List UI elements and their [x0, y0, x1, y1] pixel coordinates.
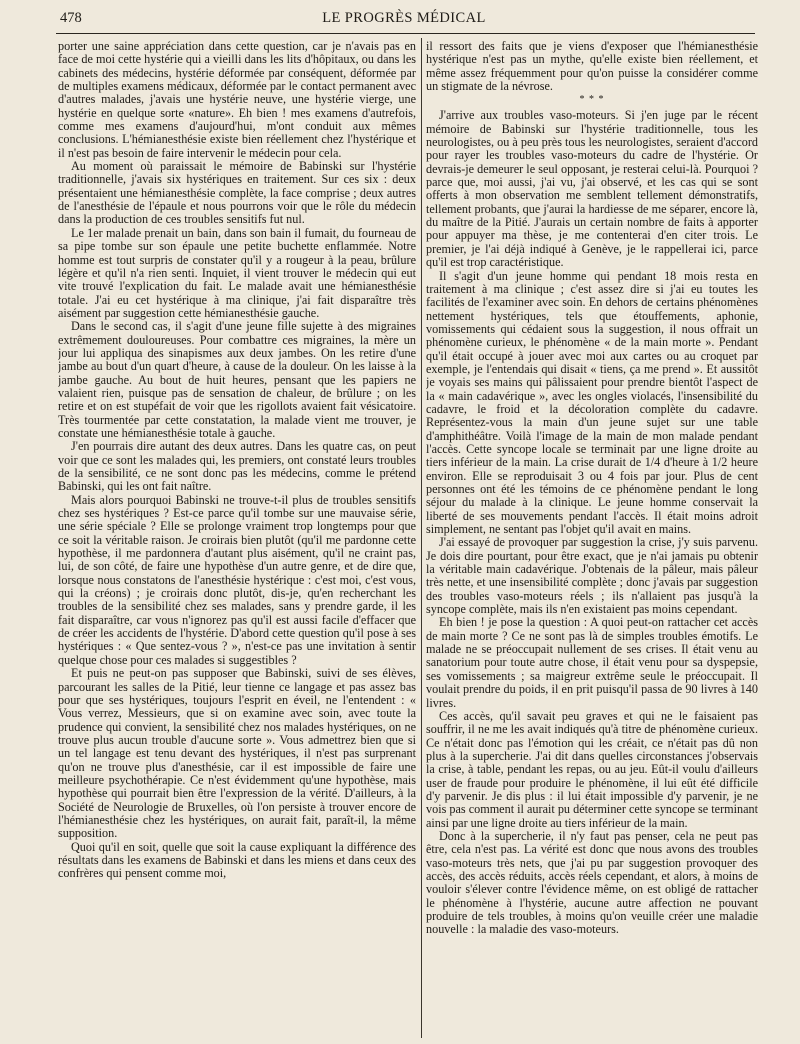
left-column — [58, 40, 416, 1038]
paragraph: il ressort des faits que je viens d'exposer que l'hémianesthésie hystérique n'est pas un mythe, qu'elle existe bien réellement, et même assez fréquemment pour qu'on puisse la considérer comme un stigmate de la névrose. — [426, 40, 758, 94]
paragraph: Dans le second cas, il s'agit d'une jeune fille sujette à des migraines extrêmement douloureuses. Pour combattre ces migraines, la mère un jour lui appliqua des sinapismes aux deux jambes. On les retire d'une jambe au bout d'un quart d'heure, à cause de la douleur. On les laisse à la jambe gauche. Au bout de huit heures, pensant que les papiers ne valaient rien, puisque pas de sensation de chaleur, de brûlure ; on les retire et on est stupéfait de voir que les rigollots avaient fait vésicatoire. Très tourmentée par cette constatation, la malade vient me trouver, je constate une hémianesthésie totale à gauche. — [58, 319, 416, 440]
paragraph: J'ai essayé de provoquer par suggestion la crise, j'y suis parvenu. Je dois dire pourtant, pour être exact, que je n'ai jamais pu obtenir la véritable main cadavérique. J'obtenais de la pâleur, mais pâleur très nette, et une insensibilité complète ; donc j'avais par suggestion des troubles vaso-moteurs réels ; ils n'allaient pas jusqu'à la syncope complète, mais ils n'en existaient pas moins cependant. — [426, 535, 758, 617]
right-column — [426, 40, 758, 1038]
journal-title: LE PROGRÈS MÉDICAL — [322, 10, 486, 26]
paragraph: porter une saine appréciation dans cette question, car je n'avais pas en face de moi cette hystérie qui a vieilli dans les lits d'hôpitaux, ou dans les cabinets des médecins, hystérie déformée par conséquent, déformée par de multiples examens médicaux, déformée par le contact permanent avec d'autres malades, j'avais une hystérie neuve, une hystérie vierge, une hystérie en quelque sorte «nature». Eh bien ! mes examens d'autrefois, comme mes examens d'aujourd'hui, m'ont conduit aux mêmes conclusions. L'hémianesthésie existe bien réellement chez l'hystérique et il n'est pas besoin de faire intervenir le médecin pour cela. — [58, 40, 416, 160]
paragraph: Quoi qu'il en soit, quelle que soit la cause expliquant la différence des résultats dans les examens de Babinski et dans les miens et dans ceux des confrères qui pensent comme moi, — [58, 839, 416, 881]
column-divider — [421, 38, 422, 1038]
section-break-asterism: * * * — [579, 94, 605, 106]
paragraph: Et puis ne peut-on pas supposer que Babinski, suivi de ses élèves, parcourant les salles de la Pitié, leur tienne ce langage et pas assez bas pour que ses hystériques, toujours l'esprit en éveil, ne l'entendent : « Vous verrez, Messieurs, que si on examine avec soin, avec toute la prudence qui convient, la sensibilité chez nos malades hystériques, on ne trouve plus aucun trouble d'aucune sorte ». Vous admettrez bien que si un tel langage est tenu devant des hystériques, il n'est pas surprenant qu'on ne trouve plus d'anesthésie, car il est impossible de faire une meilleure psychothérapie. Ce n'est évidemment qu'une hypothèse, mais hypothèse qui pourrait bien être l'expression de la vérité. D'ailleurs, à la Société de Neurologie de Bruxelles, où l'on persiste à trouver encore de l'hémianesthésie chez les hystériques, on aurait fait, paraît-il, la même supposition. — [58, 666, 416, 841]
header-rule — [56, 33, 755, 34]
paragraph: Le 1er malade prenait un bain, dans son bain il fumait, du fourneau de sa pipe tombe sur son épaule une petite buchette enflammée. Notre homme est tout surpris de constater qu'il y a rougeur à la peau, brûlure légère et qu'il n'a rien senti. Inquiet, il vient trouver le médecin qui eut vite trouvé l'explication du fait. Le malade avait une hémianesthésie totale. J'ai eu cet hystérique à ma clinique, j'ai fait disparaître très aisément par suggestion cette hémianesthésie gauche. — [58, 225, 416, 320]
paragraph: Il s'agit d'un jeune homme qui pendant 18 mois resta en traitement à ma clinique ; c'est assez dire si j'ai eu toutes les facilités de l'examiner avec soin. En dehors de certains phénomènes nettement hystériques, tels que étouffements, aphonie, vomissements qui cédaient sous la suggestion, il nous offrait un phénomène curieux, le phénomène « de la main morte ». Pendant qu'il était occupé à jouer avec moi aux cartes ou au croquet par exemple, je l'entendais qui disait « tiens, ça me prend ». Et aussitôt je voyais ses mains qui pâlissaient pour prendre bientôt l'aspect de la « main cadavérique », avec les ongles violacés, l'insensibilité du cadavre, le froid et la décoloration complète du cadavre. Représentez-vous la main d'un jeune sujet sur une table d'amphithéâtre. Voilà l'image de la main de mon malade pendant l'accès. Cette syncope locale se terminait par une ligne droite au tiers inférieur de la main. La crise durait de 1/4 d'heure à 1/2 heure environ. Elle se reproduisait 3 ou 4 fois par jour. Plus de cent personnes ont été les témoins de ce phénomène pendant le long séjour du malade à la clinique. Le jeune homme conservait la liberté de ses mouvements pendant l'accès. Il était moins adroit simplement, ne sentant pas l'objet qu'il avait en mains. — [426, 268, 758, 537]
page-number: 478 — [60, 10, 82, 26]
running-header — [54, 8, 754, 30]
paragraph: J'en pourrais dire autant des deux autres. Dans les quatre cas, on peut voir que ce sont les malades qui, les premiers, ont constaté leurs troubles de la sensibilité, ce ne sont donc pas les médecins, comme le prétend Babinski, qui les ont fait naître. — [58, 439, 416, 494]
paragraph: Eh bien ! je pose la question : A quoi peut-on rattacher cet accès de main morte ? Ce ne sont pas là de simples troubles émotifs. Le malade ne se préoccupait nullement de ses crises. Il était venu au sanatorium pour toute autre chose, il était venu pour sa dyspepsie, ses vomissements ; sa maigreur extrême seule le préoccupait. Il voulait prendre du poids, il en prit puisqu'il passa de 90 livres à 140 livres. — [426, 615, 758, 710]
paragraph: Ces accès, qu'il savait peu graves et qui ne le faisaient pas souffrir, il ne me les avait indiqués qu'à titre de phénomène curieux. Ce n'était donc pas l'émotion qui les créait, ce n'était pas dû non plus à la supercherie. J'ai dit dans quelles circonstances j'observais la crise, à table, pendant les repas, ou au jeu. Eût-il voulu d'ailleurs user de fraude pour produire le phénomène, il lui eût été difficile d'y parvenir. Je dis plus : il lui était impossible d'y parvenir, je ne vois pas comment il aurait pu déterminer cette syncope se terminant ainsi par une ligne droite au tiers inférieur de la main. — [426, 708, 758, 830]
paragraph: Au moment où paraissait le mémoire de Babinski sur l'hystérie traditionnelle, j'avais six hystériques en traitement. Sur ces six : deux présentaient une hémianesthésie complète, la face comprise ; deux autres de l'anesthésie de l'épaule et nous pourrons voir que le rôle du médecin dans la production de ces troubles sensitifs fut nul. — [58, 159, 416, 227]
paragraph: Mais alors pourquoi Babinski ne trouve-t-il plus de troubles sensitifs chez ses hystériques ? Est-ce parce qu'il tombe sur une mauvaise série, une série spéciale ? Elle se prolonge vraiment trop longtemps pour que ce soit la véritable raison. Je croirais bien plutôt (qu'il me pardonne cette hypothèse, il me pardonnera d'autant plus aisément, qu'il ne craint pas, lui, de son côté, de faire une hypothèse d'un autre genre, et de dire que, lorsque nous constatons de l'anesthésie hystérique : c'est moi, c'est vous, qui la créons) ; je croirais donc plutôt, dis-je, qu'en recherchant les troubles de la sensibilité chez ses malades, sans y prendre garde, il les fait disparaître, car vous n'ignorez pas qu'il est aussi facile d'effacer que de créer les accidents de l'hystérie. D'abord cette question qu'il pose à ses hystériques : « Que sentez-vous ? », n'est-ce pas une invitation à sentir quelque chose pour ces malades si suggestibles ? — [58, 492, 416, 667]
paragraph: J'arrive aux troubles vaso-moteurs. Si j'en juge par le récent mémoire de Babinski sur l'hystérie traditionnelle, tous les neurologistes, ou à peu près tous les neurologistes, seraient d'accord pour rayer les troubles vaso-moteurs du cadre de l'hystérie. Or devrais-je demeurer le seul opposant, je resterai celui-là. Pourquoi ? parce que, moi aussi, j'ai vu, j'ai observé, et les cas qui se sont offerts à mon observation me semblent tellement démonstratifs, tellement probants, que j'aurai la hardiesse de me séparer, encore là, du maître de la Pitié. J'aurais un certain nombre de faits à apporter pour appuyer ma thèse, je me contenterai d'en citer trois. Le premier, je l'ai déjà indiqué à Genève, je le rappellerai ici, parce qu'il est trop caractéristique. — [426, 108, 758, 270]
paragraph: Donc à la supercherie, il n'y faut pas penser, cela ne peut pas être, cela n'est pas. La vérité est donc que nous avons des troubles vaso-moteurs très nets, que j'ai pu par suggestion provoquer des accès, des accès réduits, accès réels cependant, et alors, à moins de vouloir s'élever contre l'évidence même, on est obligé de rattacher le phénomène à l'hystérie, aucune autre affection ne pouvant produire de tels troubles, à moins qu'on veuille créer une maladie nouvelle : la maladie des vaso-moteurs. — [426, 828, 758, 937]
